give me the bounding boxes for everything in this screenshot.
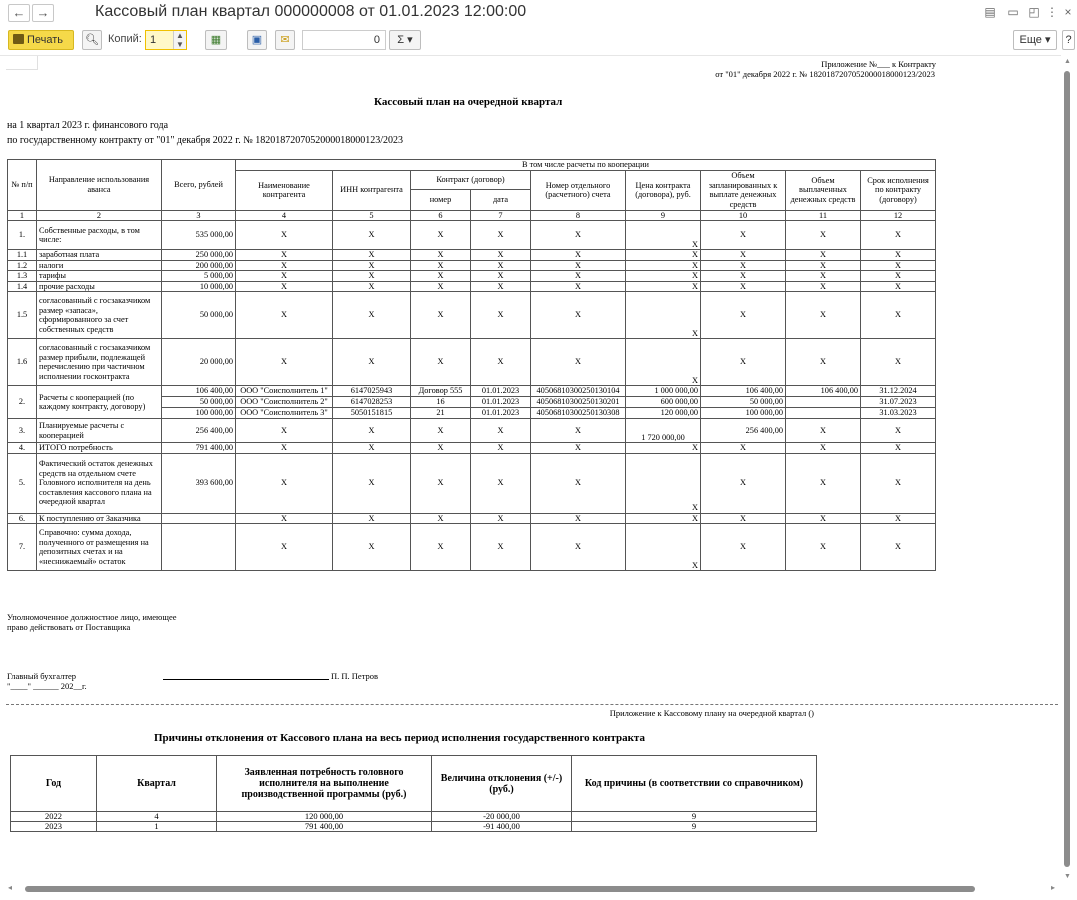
x-cell: X (471, 443, 531, 454)
help-button[interactable]: ? (1062, 30, 1075, 50)
planned-amount: 50 000,00 (701, 397, 786, 408)
row-num: 1.3 (8, 271, 37, 282)
horizontal-scroll-thumb[interactable] (25, 886, 975, 892)
close-icon[interactable]: × (1064, 5, 1072, 19)
contract-price: 120 000,00 (626, 408, 701, 419)
account-number: 40506810300250130308 (531, 408, 626, 419)
x-cell: X (786, 250, 861, 261)
paid-amount (786, 408, 861, 419)
table-row (8, 419, 936, 443)
row-total (162, 524, 236, 571)
row-total: 50 000,00 (162, 292, 236, 339)
copies-input[interactable] (145, 30, 187, 50)
header-contractor: Наименование контрагента (236, 170, 333, 210)
x-cell: X (626, 513, 701, 524)
x-cell: X (471, 453, 531, 513)
x-cell: X (626, 250, 701, 261)
table-row (8, 339, 936, 386)
row-total: 106 400,00 (162, 386, 236, 397)
paid-amount: 106 400,00 (786, 386, 861, 397)
sheet-corner-cell (6, 56, 38, 70)
x-cell: X (236, 453, 333, 513)
x-cell: X (411, 339, 471, 386)
reason-deviation: -20 000,00 (432, 812, 572, 822)
header-planned: Объем запланированных к выплате денежных средств (701, 170, 786, 210)
x-cell: X (786, 453, 861, 513)
x-cell: X (411, 250, 471, 261)
horizontal-scrollbar[interactable] (0, 882, 1061, 896)
vertical-scroll-thumb[interactable] (1064, 71, 1070, 867)
x-cell: X (786, 260, 861, 271)
x-cell: X (701, 513, 786, 524)
x-cell: X (236, 419, 333, 443)
row-total: 5 000,00 (162, 271, 236, 282)
table-row (8, 386, 936, 397)
contract-line: по государственному контракту от "01" декабря 2022 г. № 1820187207052000018000123/2023 (7, 135, 404, 146)
x-cell: X (471, 260, 531, 271)
row-name: Расчеты с кооперацией (по каждому контракту, договору) (37, 386, 162, 419)
print-button-label: Печать (27, 34, 64, 46)
col-number: 6 (411, 210, 471, 221)
row-total: 200 000,00 (162, 260, 236, 271)
x-cell: X (333, 339, 411, 386)
x-cell: X (471, 419, 531, 443)
row-total: 100 000,00 (162, 408, 236, 419)
reasons-appendix-line: Приложение к Кассовому плану на очередной квартал () (609, 708, 814, 718)
col-number: 1 (8, 210, 37, 221)
row-total: 393 600,00 (162, 453, 236, 513)
x-cell: X (786, 221, 861, 250)
forward-arrow-icon[interactable]: → (32, 4, 54, 22)
x-cell: X (236, 292, 333, 339)
reason-code: 9 (572, 822, 817, 832)
header-total: Всего, рублей (162, 160, 236, 211)
reason-year: 2022 (11, 812, 97, 822)
back-arrow-icon[interactable]: ← (8, 4, 30, 22)
table-row (8, 271, 936, 282)
row-num: 2. (8, 386, 37, 419)
x-cell: X (236, 524, 333, 571)
row-name: Планируемые расчеты с кооперацией (37, 419, 162, 443)
title-bar (0, 0, 1077, 26)
row-num: 1.4 (8, 281, 37, 292)
x-cell: X (411, 292, 471, 339)
x-cell: X (626, 453, 701, 513)
appendix-line-1: Приложение №___ к Контракту (821, 59, 936, 69)
x-cell: X (531, 419, 626, 443)
x-cell: X (861, 260, 936, 271)
header-year: Год (11, 756, 97, 812)
x-cell: X (411, 271, 471, 282)
contract-date: 01.01.2023 (471, 408, 531, 419)
x-cell: X (701, 292, 786, 339)
row-name: прочие расходы (37, 281, 162, 292)
row-num: 1.1 (8, 250, 37, 261)
x-cell: X (411, 443, 471, 454)
preview-button[interactable] (82, 30, 102, 50)
x-cell: X (786, 419, 861, 443)
x-cell: X (531, 221, 626, 250)
signature-line (163, 670, 329, 680)
x-cell: X (411, 281, 471, 292)
row-total: 10 000,00 (162, 281, 236, 292)
send-email-button[interactable] (275, 30, 295, 50)
col-number: 2 (37, 210, 162, 221)
contract-price: 600 000,00 (626, 397, 701, 408)
term-date: 31.12.2024 (861, 386, 936, 397)
authorized-person-line-2: право действовать от Поставщика (7, 622, 131, 632)
planned-amount: 100 000,00 (701, 408, 786, 419)
reasons-title: Причины отклонения от Кассового плана на весь период исполнения государственного контракта (154, 732, 645, 744)
row-num: 6. (8, 513, 37, 524)
contract-date: 01.01.2023 (471, 397, 531, 408)
x-cell: X (333, 524, 411, 571)
contractor-inn: 6147025943 (333, 386, 411, 397)
x-cell: X (626, 339, 701, 386)
x-cell: X (471, 271, 531, 282)
header-price: Цена контракта (договора), руб. (626, 170, 701, 210)
print-button[interactable] (8, 30, 74, 50)
col-number: 12 (861, 210, 936, 221)
x-cell: X (333, 281, 411, 292)
col-number: 8 (531, 210, 626, 221)
row-num: 1.5 (8, 292, 37, 339)
x-cell: X (531, 250, 626, 261)
row-num: 1.2 (8, 260, 37, 271)
col-number: 3 (162, 210, 236, 221)
scroll-left-icon[interactable]: ◂ (8, 883, 13, 892)
header-deviation: Величина отклонения (+/-) (руб.) (432, 756, 572, 812)
header-term: Срок исполнения по контракту (договору) (861, 170, 936, 210)
header-need: Заявленная потребность головного исполнителя на выполнение производственной программы (руб.) (217, 756, 432, 812)
row-total: 791 400,00 (162, 443, 236, 454)
x-cell: X (861, 250, 936, 261)
row-name: Собственные расходы, в том числе: (37, 221, 162, 250)
x-cell: X (701, 443, 786, 454)
contract-number: Договор 555 (411, 386, 471, 397)
deviation-reasons-table (10, 755, 817, 832)
x-cell: X (701, 250, 786, 261)
term-date: 31.07.2023 (861, 397, 936, 408)
x-cell: X (411, 524, 471, 571)
x-cell: X (786, 271, 861, 282)
table-row (8, 524, 936, 571)
x-cell: X (411, 221, 471, 250)
x-cell: X (531, 260, 626, 271)
x-cell: X (471, 281, 531, 292)
x-cell: X (786, 281, 861, 292)
floppy-disk-icon: ▣ (251, 34, 263, 46)
contract-number: 16 (411, 397, 471, 408)
contractor-name: ООО "Соисполнитель 1" (236, 386, 333, 397)
toolbar (0, 27, 1077, 53)
page-settings-button[interactable] (205, 30, 227, 50)
row-name: Справочно: сумма дохода, полученного от размещения на депозитных счетах и на «неснижаемый» остаток (37, 524, 162, 571)
save-button[interactable] (247, 30, 267, 50)
x-cell: X (236, 281, 333, 292)
header-contract-number: номер (411, 189, 471, 210)
x-cell: X (626, 443, 701, 454)
x-cell: X (333, 443, 411, 454)
contractor-inn: 6147028253 (333, 397, 411, 408)
window-title: Кассовый план квартал 000000008 от 01.01.2023 12:00:00 (95, 3, 527, 20)
x-cell: X (471, 250, 531, 261)
table-row (8, 221, 936, 250)
copies-label: Копий: (108, 33, 142, 45)
x-cell: X (531, 453, 626, 513)
row-total (162, 513, 236, 524)
row-num: 5. (8, 453, 37, 513)
x-cell: X (236, 250, 333, 261)
row-name: Фактический остаток денежных средств на отдельном счете Головного исполнителя на день составления кассового плана на очередной квартал (37, 453, 162, 513)
search-window-icon[interactable]: ◰ (1028, 5, 1040, 19)
x-cell: X (786, 292, 861, 339)
header-contract-date: дата (471, 189, 531, 210)
scroll-up-icon[interactable]: ▲ (1064, 58, 1071, 65)
row-num: 1.6 (8, 339, 37, 386)
x-cell: X (786, 513, 861, 524)
spreadsheet-document[interactable] (0, 55, 1061, 882)
table-row (8, 260, 936, 271)
header-inn: ИНН контрагента (333, 170, 411, 210)
planned-amount: 106 400,00 (701, 386, 786, 397)
header-contract: Контракт (договор) (411, 170, 531, 189)
x-cell: X (411, 419, 471, 443)
x-cell: X (471, 339, 531, 386)
row-num: 4. (8, 443, 37, 454)
reason-quarter: 4 (97, 812, 217, 822)
signature-date-line: "____" ______ 202__г. (7, 681, 87, 691)
print-window-icon[interactable]: ▭ (1007, 5, 1019, 19)
cash-plan-table (7, 159, 936, 571)
col-number: 11 (786, 210, 861, 221)
x-cell: X (411, 453, 471, 513)
planned-amount: 256 400,00 (701, 419, 786, 443)
col-number: 9 (626, 210, 701, 221)
reason-need: 120 000,00 (217, 812, 432, 822)
row-total: 250 000,00 (162, 250, 236, 261)
x-cell: X (626, 292, 701, 339)
x-cell: X (701, 524, 786, 571)
account-number: 40506810300250130201 (531, 397, 626, 408)
term-date: 31.03.2023 (861, 408, 936, 419)
x-cell: X (861, 419, 936, 443)
x-cell: X (861, 271, 936, 282)
header-coop: В том числе расчеты по кооперации (236, 160, 936, 171)
scroll-down-icon[interactable]: ▼ (1064, 873, 1071, 880)
x-cell: X (531, 271, 626, 282)
x-cell: X (531, 281, 626, 292)
x-cell: X (471, 524, 531, 571)
x-cell: X (236, 339, 333, 386)
row-total: 256 400,00 (162, 419, 236, 443)
document-title: Кассовый план на очередной квартал (374, 96, 563, 108)
x-cell: X (333, 453, 411, 513)
x-cell: X (861, 513, 936, 524)
header-quarter: Квартал (97, 756, 217, 812)
table-row (8, 292, 936, 339)
x-cell: X (333, 250, 411, 261)
x-cell: X (333, 513, 411, 524)
col-number: 5 (333, 210, 411, 221)
contract-price: 1 000 000,00 (626, 386, 701, 397)
vertical-scrollbar[interactable] (1061, 55, 1075, 882)
header-num: № п/п (8, 160, 37, 211)
header-paid: Объем выплаченных денежных средств (786, 170, 861, 210)
contract-date: 01.01.2023 (471, 386, 531, 397)
x-cell: X (236, 221, 333, 250)
table-row (8, 453, 936, 513)
envelope-icon: ✉ (280, 34, 290, 46)
x-cell: X (236, 513, 333, 524)
appendix-line-2: от "01" декабря 2022 г. № 1820187207052000018000123/2023 (715, 69, 935, 79)
x-cell: X (861, 443, 936, 454)
row-num: 1. (8, 221, 37, 250)
x-cell: X (471, 513, 531, 524)
x-cell: X (861, 453, 936, 513)
table-row (11, 812, 817, 822)
x-cell: X (471, 292, 531, 339)
header-code: Код причины (в соответствии со справочником) (572, 756, 817, 812)
copies-value: 1 (150, 34, 157, 46)
reason-deviation: -91 400,00 (432, 822, 572, 832)
contractor-name: ООО "Соисполнитель 3" (236, 408, 333, 419)
header-account: Номер отдельного (расчетного) счета (531, 170, 626, 210)
reason-need: 791 400,00 (217, 822, 432, 832)
x-cell: X (861, 221, 936, 250)
x-cell: X (333, 419, 411, 443)
chief-accountant-label: Главный бухгалтер (7, 671, 77, 681)
x-cell: X (626, 271, 701, 282)
col-number: 10 (701, 210, 786, 221)
x-cell: X (333, 271, 411, 282)
page-break-divider (6, 704, 1058, 705)
contract-price: 1 720 000,00 (626, 419, 701, 443)
x-cell: X (701, 260, 786, 271)
x-cell: X (333, 260, 411, 271)
x-cell: X (861, 281, 936, 292)
period-line: на 1 квартал 2023 г. финансового года (7, 120, 169, 131)
contractor-inn: 5050151815 (333, 408, 411, 419)
x-cell: X (786, 339, 861, 386)
x-cell: X (626, 524, 701, 571)
x-cell: X (701, 453, 786, 513)
link-icon[interactable]: ▤ (984, 5, 996, 19)
x-cell: X (786, 443, 861, 454)
x-cell: X (531, 524, 626, 571)
row-name: К поступлению от Заказчика (37, 513, 162, 524)
row-name: налоги (37, 260, 162, 271)
authorized-person-line-1: Уполномоченное должностное лицо, имеющее (7, 612, 177, 622)
x-cell: X (861, 292, 936, 339)
x-cell: X (411, 513, 471, 524)
row-total: 50 000,00 (162, 397, 236, 408)
row-name: тарифы (37, 271, 162, 282)
x-cell: X (471, 221, 531, 250)
x-cell: X (701, 221, 786, 250)
table-row (8, 513, 936, 524)
reason-quarter: 1 (97, 822, 217, 832)
x-cell: X (626, 260, 701, 271)
row-name: согласованный с госзаказчиком размер прибыли, подлежащей перечислению при частичном исполнении госконтракта (37, 339, 162, 386)
contractor-name: ООО "Соисполнитель 2" (236, 397, 333, 408)
x-cell: X (236, 443, 333, 454)
more-vertical-icon[interactable]: ⋮ (1046, 5, 1058, 19)
reason-year: 2023 (11, 822, 97, 832)
x-cell: X (701, 281, 786, 292)
x-cell: X (626, 221, 701, 250)
magnifier-icon: 🔍︎ (85, 34, 99, 46)
page-settings-icon: ▦ (210, 34, 222, 46)
x-cell: X (531, 513, 626, 524)
x-cell: X (333, 292, 411, 339)
row-total: 535 000,00 (162, 221, 236, 250)
header-direction: Направление использования аванса (37, 160, 162, 211)
x-cell: X (786, 524, 861, 571)
chief-accountant-name: П. П. Петров (331, 671, 379, 681)
x-cell: X (861, 339, 936, 386)
table-row (11, 822, 817, 832)
row-total: 20 000,00 (162, 339, 236, 386)
row-num: 3. (8, 419, 37, 443)
x-cell: X (236, 260, 333, 271)
x-cell: X (236, 271, 333, 282)
copies-stepper[interactable]: ▲ ▼ (173, 31, 186, 49)
table-row (8, 281, 936, 292)
x-cell: X (626, 281, 701, 292)
x-cell: X (701, 339, 786, 386)
x-cell: X (531, 339, 626, 386)
row-name: согласованный с госзаказчиком размер «запаса», сформированного за счет собственных средств (37, 292, 162, 339)
x-cell: X (861, 524, 936, 571)
scroll-right-icon[interactable]: ▸ (1050, 883, 1055, 892)
table-row (8, 250, 936, 261)
col-number: 4 (236, 210, 333, 221)
x-cell: X (333, 221, 411, 250)
row-name: ИТОГО потребность (37, 443, 162, 454)
sum-field[interactable]: 0 (302, 30, 386, 50)
x-cell: X (701, 271, 786, 282)
x-cell: X (531, 443, 626, 454)
paid-amount (786, 397, 861, 408)
contract-number: 21 (411, 408, 471, 419)
account-number: 40506810300250130104 (531, 386, 626, 397)
x-cell: X (531, 292, 626, 339)
printer-icon (13, 34, 24, 44)
col-number: 7 (471, 210, 531, 221)
row-num: 7. (8, 524, 37, 571)
row-name: заработная плата (37, 250, 162, 261)
reason-code: 9 (572, 812, 817, 822)
table-row (8, 443, 936, 454)
more-button[interactable]: Еще ▾ (1013, 30, 1057, 50)
sum-button[interactable]: Σ ▾ (389, 30, 421, 50)
x-cell: X (411, 260, 471, 271)
